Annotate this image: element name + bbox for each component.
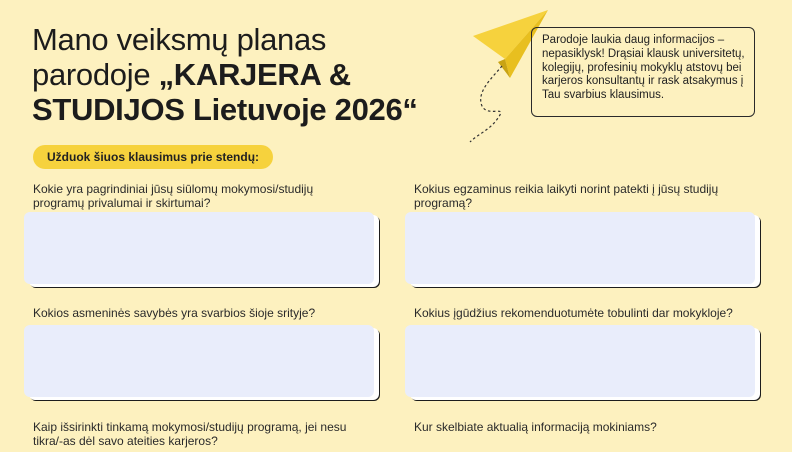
page-title <box>32 22 472 127</box>
question-4: Kokius įgūdžius rekomenduotumėte tobulinti dar mokykloje? <box>414 306 733 320</box>
answer-box-2[interactable] <box>405 212 755 284</box>
question-1: Kokie yra pagrindiniai jūsų siūlomų mokymosi/studijų programų privalumai ir skirtumai? <box>33 182 314 210</box>
title-line-3: STUDIJOS Lietuvoje 2026“ <box>32 92 418 127</box>
answer-box-4[interactable] <box>405 325 755 397</box>
info-note: Parodoje laukia daug informacijos – nepasiklysk! Drąsiai klausk universitetų, kolegijų, profesinių mokyklų atstovų bei karjeros konsultantų ir rask atsakymus į Tau svarbius klausimus. <box>531 27 755 117</box>
title-line-1: Mano veiksmų planas <box>32 22 327 57</box>
title-line-2-bold: „KARJERA & <box>158 57 351 92</box>
title-line-2 <box>32 57 472 92</box>
answer-box-1[interactable] <box>24 212 374 284</box>
questions-heading-pill: Užduok šiuos klausimus prie stendų: <box>33 145 273 169</box>
question-3: Kokios asmeninės savybės yra svarbios šioje srityje? <box>33 306 316 320</box>
question-5: Kaip išsirinkti tinkamą mokymosi/studijų programą, jei nesu tikra/-as dėl savo ateities karjeros? <box>33 420 347 448</box>
question-6: Kur skelbiate aktualią informaciją mokiniams? <box>414 420 657 434</box>
question-2: Kokius egzaminus reikia laikyti norint patekti į jūsų studijų programą? <box>414 182 719 210</box>
title-line-2-plain: parodoje <box>32 57 159 92</box>
answer-box-3[interactable] <box>24 325 374 397</box>
